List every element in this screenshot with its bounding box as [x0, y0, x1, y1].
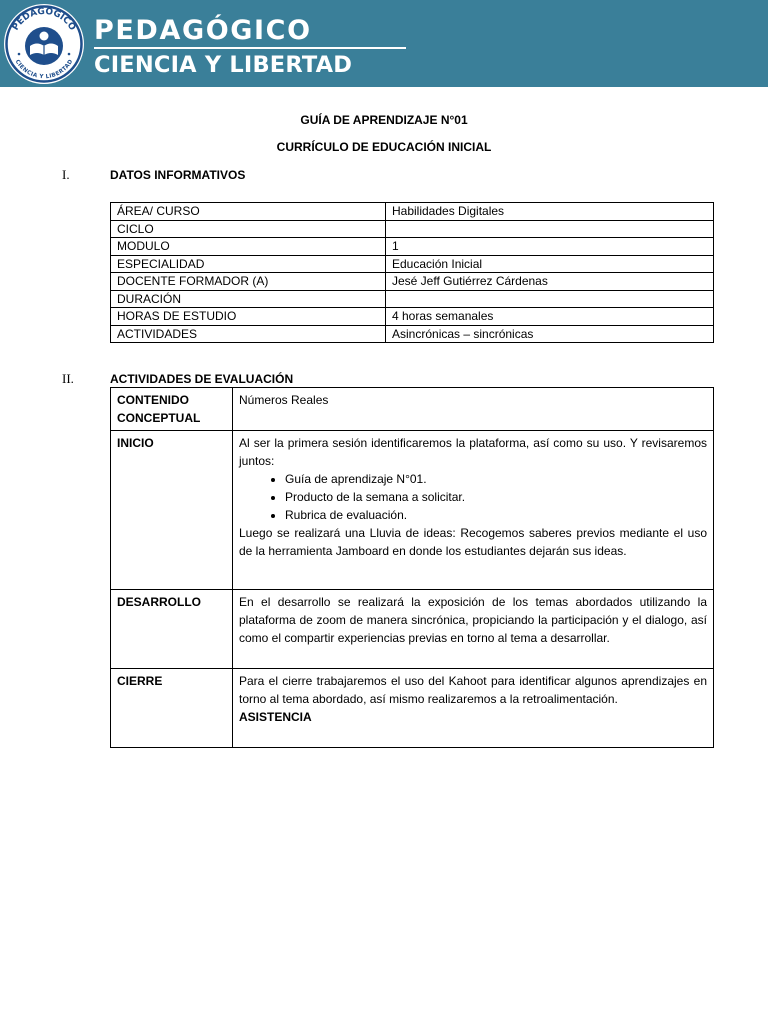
logo-text-top: PEDAGÓGICO	[10, 6, 78, 33]
row-label: DURACIÓN	[111, 290, 386, 308]
cierre-text: Para el cierre trabajaremos el uso del Kahoot para identificar algunos aprendizajes en torno al tema abordado, así mismo realizaremos a la retroalimentación.	[239, 674, 707, 706]
banner-title: PEDAGÓGICO	[94, 15, 312, 46]
row-label: CICLO	[111, 220, 386, 238]
document-title: GUÍA DE APRENDIZAJE N°01	[300, 113, 468, 127]
row-label: ÁREA/ CURSO	[111, 203, 386, 221]
contenido-value: Números Reales	[233, 388, 714, 431]
table-row	[111, 220, 714, 238]
table-row	[111, 431, 714, 590]
row-value: 1	[386, 238, 714, 256]
section2-title: ACTIVIDADES DE EVALUACIÓN	[110, 372, 294, 386]
cierre-label: CIERRE	[111, 669, 233, 748]
table-row	[111, 388, 714, 431]
table-row	[111, 290, 714, 308]
table-row	[111, 203, 714, 221]
list-item: • Producto de la semana a solicitar.	[285, 488, 707, 506]
desarrollo-text: En el desarrollo se realizará la exposición de los temas abordados utilizando la plataforma de zoom de manera sincrónica, propiciando la participación y el dialogo, así como el compartir experiencias previas en torno al tema a desarrollar.	[233, 590, 714, 669]
row-value	[386, 290, 714, 308]
row-label: DOCENTE FORMADOR (A)	[111, 273, 386, 291]
desarrollo-label: DESARROLLO	[111, 590, 233, 669]
table-row	[111, 325, 714, 343]
table-row	[111, 255, 714, 273]
row-label: MODULO	[111, 238, 386, 256]
table-row	[111, 669, 714, 748]
inicio-intro: Al ser la primera sesión identificaremos la plataforma, así como su uso. Y revisaremos juntos:	[239, 436, 707, 468]
header-banner	[0, 0, 768, 87]
table-row	[111, 590, 714, 669]
inicio-bullet-list	[239, 470, 707, 524]
row-label: HORAS DE ESTUDIO	[111, 308, 386, 326]
list-item: • Rubrica de evaluación.	[285, 506, 707, 524]
cierre-asistencia: ASISTENCIA	[239, 710, 312, 724]
list-item: • Guía de aprendizaje N°01.	[285, 470, 707, 488]
row-label: ACTIVIDADES	[111, 325, 386, 343]
contenido-label: CONTENIDO CONCEPTUAL	[111, 388, 233, 431]
row-value: Jesé Jeff Gutiérrez Cárdenas	[386, 273, 714, 291]
section1-title: DATOS INFORMATIVOS	[110, 168, 246, 182]
table-row	[111, 273, 714, 291]
inicio-label: INICIO	[111, 431, 233, 590]
inicio-closing: Luego se realizará una Lluvia de ideas: Recogemos saberes previos mediante el uso de la herramienta Jamboard en donde los estudiantes dejarán sus ideas.	[239, 526, 707, 558]
banner-divider	[94, 47, 406, 49]
row-value: Educación Inicial	[386, 255, 714, 273]
row-value: Habilidades Digitales	[386, 203, 714, 221]
row-value	[386, 220, 714, 238]
document-subtitle: CURRÍCULO DE EDUCACIÓN INICIAL	[276, 140, 492, 154]
datos-informativos-table	[110, 202, 714, 343]
banner-subtitle: CIENCIA Y LIBERTAD	[94, 52, 353, 78]
section1-number: I.	[62, 167, 70, 182]
logo-text-bottom: CIENCIA Y LIBERTAD	[13, 58, 75, 81]
inicio-content	[233, 431, 714, 590]
row-label: ESPECIALIDAD	[111, 255, 386, 273]
actividades-evaluacion-table	[110, 387, 714, 748]
row-value: 4 horas semanales	[386, 308, 714, 326]
table-row	[111, 308, 714, 326]
row-value: Asincrónicas – sincrónicas	[386, 325, 714, 343]
cierre-content	[233, 669, 714, 748]
section2-number: II.	[62, 371, 74, 386]
table-row	[111, 238, 714, 256]
school-logo-emblem	[2, 2, 86, 86]
